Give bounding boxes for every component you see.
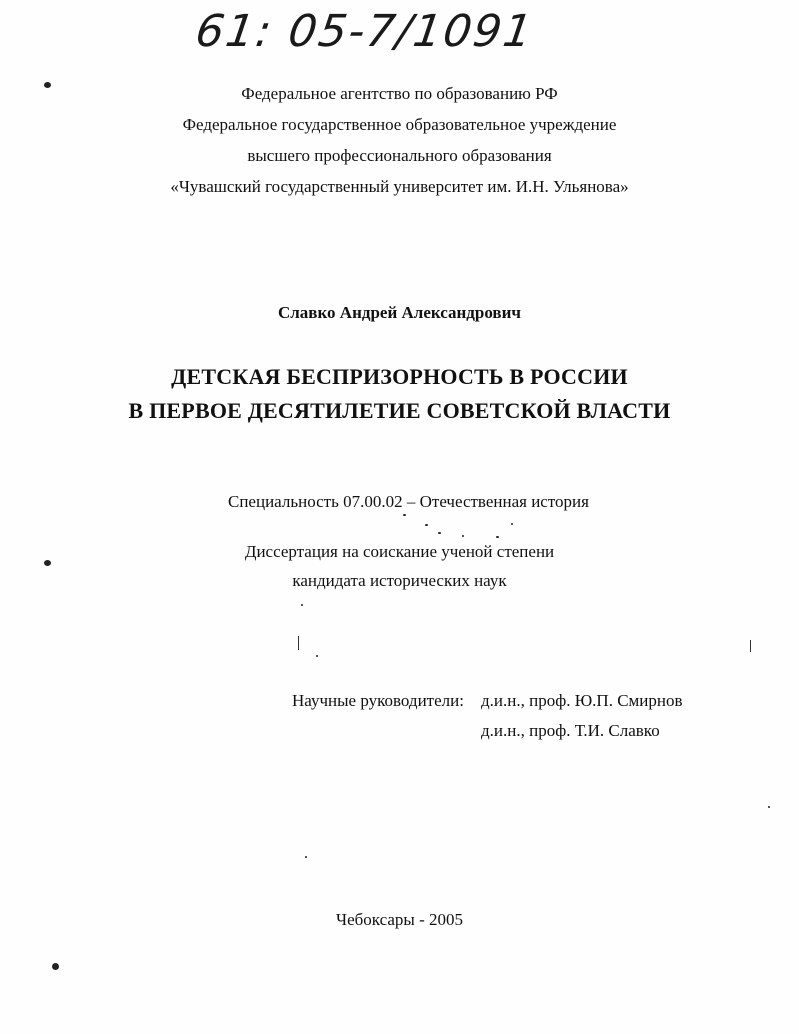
- university-line: «Чувашский государственный университет им. И.Н. Ульянова»: [170, 177, 629, 196]
- scan-speck: [52, 963, 59, 970]
- scan-speck: [511, 523, 513, 525]
- scan-speck: [305, 856, 307, 858]
- scan-speck: [44, 560, 51, 566]
- supervisors-label: Научные руководители:: [292, 691, 464, 710]
- scan-speck: [316, 655, 318, 657]
- scan-mark: [298, 636, 299, 650]
- scan-speck: [438, 532, 441, 534]
- supervisor-second: д.и.н., проф. Т.И. Славко: [481, 721, 660, 740]
- scan-speck: [425, 524, 428, 526]
- title-line-2: В ПЕРВОЕ ДЕСЯТИЛЕТИЕ СОВЕТСКОЙ ВЛАСТИ: [128, 398, 671, 423]
- dissertation-line-1: Диссертация на соискание ученой степени: [244, 542, 555, 561]
- specialty-line: Специальность 07.00.02 – Отечественная история: [228, 492, 589, 511]
- scan-speck: [462, 535, 464, 537]
- city-year: Чебоксары - 2005: [336, 910, 463, 929]
- scan-speck: [403, 514, 406, 516]
- education-level-line: высшего профессионального образования: [247, 146, 552, 165]
- author-name: Славко Андрей Александрович: [277, 303, 521, 322]
- scan-speck: [768, 806, 770, 808]
- scan-mark: [750, 640, 751, 652]
- agency-line: Федеральное агентство по образованию РФ: [241, 84, 558, 103]
- institution-type-line: Федеральное государственное образовательное учреждение: [182, 115, 617, 134]
- supervisor-first: д.и.н., проф. Ю.П. Смирнов: [481, 691, 683, 710]
- title-line-1: ДЕТСКАЯ БЕСПРИЗОРНОСТЬ В РОССИИ: [171, 364, 628, 389]
- handwritten-catalog-code: 61: 05-7/1091: [192, 6, 538, 57]
- scan-speck: [301, 604, 303, 606]
- scan-speck: [44, 82, 51, 88]
- dissertation-line-2: кандидата исторических наук: [292, 571, 507, 590]
- scan-speck: [496, 536, 499, 538]
